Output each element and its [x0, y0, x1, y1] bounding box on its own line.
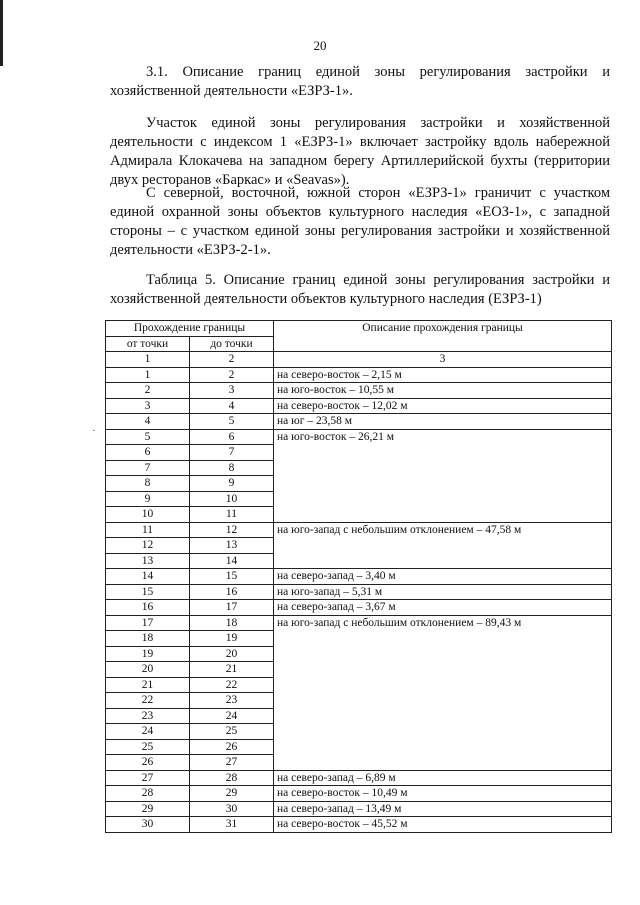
- from-point-cell: 29: [106, 801, 190, 817]
- header-description: Описание прохождения границы: [274, 321, 612, 352]
- from-point-cell: 24: [106, 724, 190, 740]
- from-point-cell: 28: [106, 786, 190, 802]
- table-row: [106, 801, 612, 817]
- description-cell: на юг – 23,58 м: [274, 414, 612, 430]
- description-cell: на северо-запад – 3,67 м: [274, 600, 612, 616]
- to-point-cell: 31: [190, 817, 274, 833]
- margin-scan-mark: [0, 0, 3, 66]
- table-row: [106, 817, 612, 833]
- from-point-cell: 13: [106, 553, 190, 569]
- from-point-cell: 11: [106, 522, 190, 538]
- description-cell: на северо-восток – 2,15 м: [274, 367, 612, 383]
- from-point-cell: 8: [106, 476, 190, 492]
- table-row: [106, 522, 612, 538]
- from-point-cell: 12: [106, 538, 190, 554]
- to-point-cell: 26: [190, 739, 274, 755]
- description-cell: на северо-запад – 6,89 м: [274, 770, 612, 786]
- from-point-cell: 30: [106, 817, 190, 833]
- table-row: [106, 569, 612, 585]
- from-point-cell: 7: [106, 460, 190, 476]
- from-point-cell: 15: [106, 584, 190, 600]
- from-point-cell: 16: [106, 600, 190, 616]
- description-cell: на северо-восток – 10,49 м: [274, 786, 612, 802]
- from-point-cell: 6: [106, 445, 190, 461]
- table-row: [106, 429, 612, 445]
- header-boundary-passage: Прохождение границы: [106, 321, 274, 337]
- page-number: 20: [313, 38, 327, 53]
- to-point-cell: 28: [190, 770, 274, 786]
- from-point-cell: 5: [106, 429, 190, 445]
- table-row: [106, 615, 612, 631]
- from-point-cell: 14: [106, 569, 190, 585]
- to-point-cell: 27: [190, 755, 274, 771]
- from-point-cell: 17: [106, 615, 190, 631]
- header-to-point: до точки: [190, 336, 274, 352]
- from-point-cell: 4: [106, 414, 190, 430]
- from-point-cell: 27: [106, 770, 190, 786]
- description-cell: на юго-запад с небольшим отклонением – 89,43 м: [274, 615, 612, 770]
- to-point-cell: 14: [190, 553, 274, 569]
- to-point-cell: 20: [190, 646, 274, 662]
- to-point-cell: 6: [190, 429, 274, 445]
- description-cell: на северо-запад – 3,40 м: [274, 569, 612, 585]
- to-point-cell: 10: [190, 491, 274, 507]
- description-cell: на северо-восток – 45,52 м: [274, 817, 612, 833]
- section-heading: 3.1. Описание границ единой зоны регулирования застройки и хозяйственной деятельности «ЕЗРЗ-1».: [110, 64, 610, 99]
- description-cell: на юго-восток – 26,21 м: [274, 429, 612, 522]
- to-point-cell: 4: [190, 398, 274, 414]
- description-cell: на юго-запад – 5,31 м: [274, 584, 612, 600]
- column-index: 2: [190, 352, 274, 368]
- to-point-cell: 23: [190, 693, 274, 709]
- table-row: [106, 600, 612, 616]
- description-cell: на юго-восток – 10,55 м: [274, 383, 612, 399]
- header-from-point: от точки: [106, 336, 190, 352]
- to-point-cell: 16: [190, 584, 274, 600]
- paragraph-1: Участок единой зоны регулирования застройки и хозяйственной деятельности с индексом 1 «ЕЗРЗ-1» включает застройку вдоль набережной Адмирала Клокачева на западном берегу Артиллерийской бухты (территории двух ресторанов «Баркас» и «Seavas»).: [110, 115, 610, 188]
- to-point-cell: 19: [190, 631, 274, 647]
- from-point-cell: 2: [106, 383, 190, 399]
- table-body: [106, 367, 612, 832]
- table-row: [106, 786, 612, 802]
- from-point-cell: 26: [106, 755, 190, 771]
- table-caption: Таблица 5. Описание границ единой зоны регулирования застройки и хозяйственной деятельности объектов культурного наследия (ЕЗРЗ-1): [110, 272, 610, 307]
- to-point-cell: 17: [190, 600, 274, 616]
- column-index: 1: [106, 352, 190, 368]
- to-point-cell: 2: [190, 367, 274, 383]
- to-point-cell: 5: [190, 414, 274, 430]
- to-point-cell: 18: [190, 615, 274, 631]
- table-row: [106, 398, 612, 414]
- to-point-cell: 11: [190, 507, 274, 523]
- table-row: [106, 383, 612, 399]
- from-point-cell: 9: [106, 491, 190, 507]
- paragraph-2: С северной, восточной, южной сторон «ЕЗРЗ-1» граничит с участком единой охранной зоны объектов культурного наследия «ЕОЗ-1», с западной стороны – с участком единой зоны регулирования застройки и хозяйственной деятельности «ЕЗРЗ-2-1».: [110, 185, 610, 258]
- from-point-cell: 10: [106, 507, 190, 523]
- to-point-cell: 3: [190, 383, 274, 399]
- to-point-cell: 25: [190, 724, 274, 740]
- to-point-cell: 29: [190, 786, 274, 802]
- to-point-cell: 30: [190, 801, 274, 817]
- column-index: 3: [274, 352, 612, 368]
- description-cell: на юго-запад с небольшим отклонением – 47,58 м: [274, 522, 612, 569]
- from-point-cell: 25: [106, 739, 190, 755]
- to-point-cell: 7: [190, 445, 274, 461]
- scan-artifact: [93, 430, 95, 431]
- table-row: [106, 770, 612, 786]
- description-cell: на северо-восток – 12,02 м: [274, 398, 612, 414]
- to-point-cell: 21: [190, 662, 274, 678]
- from-point-cell: 3: [106, 398, 190, 414]
- from-point-cell: 22: [106, 693, 190, 709]
- table-row: [106, 584, 612, 600]
- to-point-cell: 8: [190, 460, 274, 476]
- to-point-cell: 24: [190, 708, 274, 724]
- from-point-cell: 1: [106, 367, 190, 383]
- table-row: [106, 367, 612, 383]
- table-row: [106, 414, 612, 430]
- from-point-cell: 23: [106, 708, 190, 724]
- from-point-cell: 20: [106, 662, 190, 678]
- from-point-cell: 18: [106, 631, 190, 647]
- to-point-cell: 22: [190, 677, 274, 693]
- to-point-cell: 12: [190, 522, 274, 538]
- boundary-table: [105, 320, 612, 833]
- to-point-cell: 15: [190, 569, 274, 585]
- to-point-cell: 13: [190, 538, 274, 554]
- to-point-cell: 9: [190, 476, 274, 492]
- from-point-cell: 21: [106, 677, 190, 693]
- description-cell: на северо-запад – 13,49 м: [274, 801, 612, 817]
- from-point-cell: 19: [106, 646, 190, 662]
